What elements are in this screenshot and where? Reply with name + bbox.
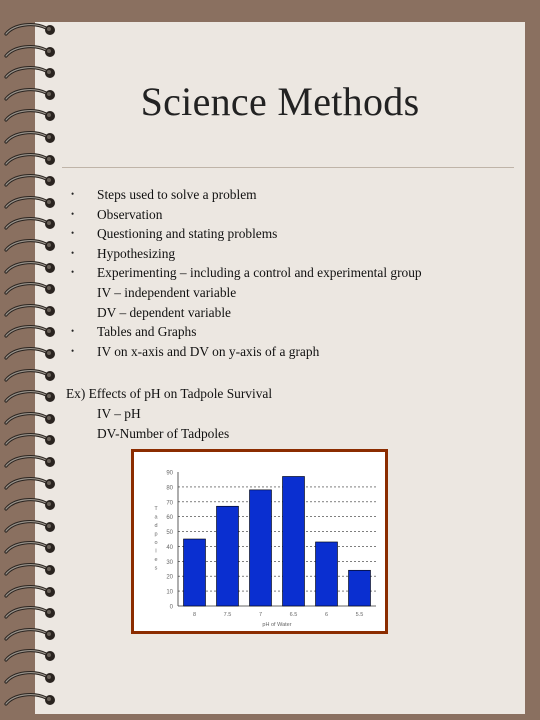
spiral-ring	[0, 454, 60, 470]
spiral-ring	[0, 22, 60, 38]
bullet-text: Steps used to solve a problem	[97, 187, 257, 202]
y-tick-label: 40	[166, 544, 173, 551]
spiral-ring	[0, 648, 60, 664]
spiral-ring	[0, 389, 60, 405]
spiral-ring	[0, 584, 60, 600]
bullet-item	[62, 244, 502, 264]
spiral-ring	[0, 562, 60, 578]
y-axis-label: T a d p o l e s	[154, 506, 158, 572]
spiral-ring	[0, 627, 60, 643]
bullet-item	[62, 342, 502, 362]
spiral-ring	[0, 195, 60, 211]
bar	[283, 476, 305, 606]
spiral-ring	[0, 238, 60, 254]
bullet-dot-icon: •	[71, 326, 75, 337]
bullet-text: IV – independent variable	[97, 284, 237, 300]
bullet-text: DV – dependent variable	[97, 304, 231, 320]
example-dv: DV-Number of Tadpoles	[97, 426, 230, 441]
bullet-list	[62, 185, 502, 361]
spiral-ring	[0, 692, 60, 708]
bullet-dot-icon: •	[71, 189, 75, 199]
x-tick-label: 5.5	[355, 612, 364, 618]
bullet-item	[62, 224, 502, 244]
spiral-ring	[0, 260, 60, 276]
title-divider	[62, 167, 514, 168]
spiral-ring	[0, 605, 60, 621]
bullet-item	[62, 322, 502, 342]
bullet-item	[62, 185, 502, 205]
example-iv: IV – pH	[97, 406, 141, 421]
bullet-dot-icon: •	[71, 267, 75, 278]
bullet-dot-icon: •	[71, 208, 75, 219]
x-axis-label: pH of Water	[262, 622, 292, 628]
spiral-ring	[0, 497, 60, 513]
y-tick-label: 70	[166, 500, 173, 507]
spiral-ring	[0, 411, 60, 427]
y-tick-label: 50	[166, 530, 173, 537]
bullet-dot-icon: •	[71, 345, 75, 356]
spiral-ring	[0, 519, 60, 535]
bullet-dot-icon: •	[71, 228, 75, 239]
bullet-item	[62, 205, 502, 225]
bar	[217, 506, 239, 606]
bar	[184, 539, 206, 606]
spiral-ring	[0, 476, 60, 492]
x-tick-label: 7	[258, 612, 263, 618]
bullet-text: Tables and Graphs	[97, 324, 197, 340]
spiral-ring	[0, 368, 60, 384]
spiral-ring	[0, 281, 60, 297]
bullet-text: Experimenting – including a control and experimental group	[97, 265, 422, 281]
bar-chart	[134, 452, 385, 631]
x-tick-label: 6.5	[289, 612, 298, 618]
bullet-item	[62, 263, 502, 283]
bullet-item	[62, 303, 502, 323]
y-tick-label: 80	[166, 485, 173, 492]
example-heading: Ex) Effects of pH on Tadpole Survival	[66, 386, 273, 401]
example-block	[66, 384, 272, 444]
spiral-ring	[0, 44, 60, 60]
bullet-text: Hypothesizing	[97, 245, 176, 261]
x-tick-label: 8	[192, 612, 197, 618]
bar	[316, 542, 338, 606]
spiral-ring	[0, 216, 60, 232]
spiral-ring	[0, 130, 60, 146]
bullet-dot-icon: •	[71, 247, 75, 258]
y-tick-label: 90	[166, 470, 173, 477]
bar-chart-frame	[131, 449, 388, 634]
bullet-text: Questioning and stating problems	[97, 226, 278, 242]
x-tick-label: 6	[324, 612, 329, 618]
y-tick-label: 10	[166, 589, 173, 596]
spiral-ring	[0, 173, 60, 189]
bar	[349, 570, 371, 606]
bullet-item	[62, 283, 502, 303]
spiral-ring	[0, 540, 60, 556]
spiral-ring	[0, 346, 60, 362]
bullet-text: Observation	[97, 206, 163, 222]
page-title: Science Methods	[140, 79, 420, 124]
bullet-text: IV on x-axis and DV on y-axis of a graph	[97, 343, 320, 359]
bar	[250, 490, 272, 606]
y-tick-label: 0	[169, 604, 173, 611]
spiral-ring	[0, 324, 60, 340]
y-tick-label: 60	[166, 515, 173, 522]
spiral-ring	[0, 670, 60, 686]
spiral-ring	[0, 152, 60, 168]
y-tick-label: 20	[166, 574, 173, 581]
y-tick-label: 30	[166, 559, 173, 566]
spiral-ring	[0, 303, 60, 319]
x-tick-label: 7.5	[223, 612, 232, 618]
spiral-ring	[0, 432, 60, 448]
